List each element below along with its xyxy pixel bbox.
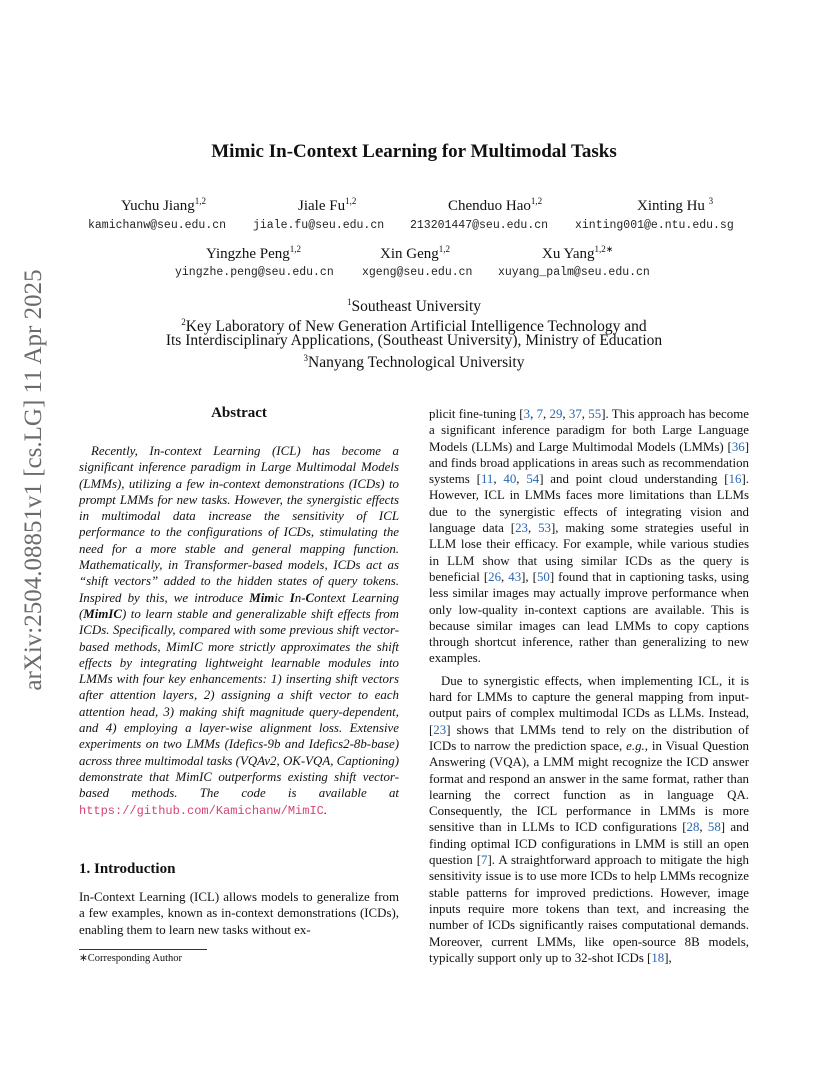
citation-link[interactable]: 23 [515,521,528,536]
affiliation: $^1$Southeast University [346,297,482,315]
footnote: ∗Corresponding Author [79,953,183,964]
arxiv-identifier: arXiv:2504.08851v1 [cs.LG] 11 Apr 2025 [20,269,47,691]
author-email: xuyang_palm@seu.edu.cn [498,266,650,279]
citation-link[interactable]: 37 [568,407,582,421]
citation-link[interactable]: 54 [526,472,540,487]
author-email: xinting001@e.ntu.edu.sg [575,219,734,232]
body-paragraph: plicit fine-tuning [3, 7, 29, 37, 55]. This approach has become a significant inference paradigm for both Large Language Models (LLMs) and Large Multimodal Models (LMMs) [36] and finds broad applications in areas such as recommendation systems [11, 40, 54] and point cloud understanding [16]. However, ICL in LMMs faces more limitations than LLMs due to the synergistic effects of integrating vision and language data [23, 53], making some strategies useful in LLM lose their efficacy. For example, while various studies in LLM show that using similar ICDs as the query is beneficial [26, 43], [50] found that in captioning tasks, using less similar images may actually improve performance when only low-quality in-context captions are available. This is because similar images can lead LMMs to copy captions through shortcut inference, rather than generalizing to new examples. [429,407,750,666]
author-email: xgeng@seu.edu.cn [362,266,473,279]
citation-link[interactable]: 3 [523,407,531,421]
author-email: 213201447@seu.edu.cn [410,219,549,232]
right-column [429,406,749,966]
body-paragraph: Due to synergistic effects, when implementing ICL, it is hard for LMMs to capture the general mapping from input-output pairs of complex multimodal ICDs as LLMs. Instead, [23] shows that LMMs tend to rely on the distribution of ICDs to narrow the prediction space, e.g., in Visual Question Answering (VQA), a LMM might recognize the ICD answer format and respond an answer in the same format, rather than learning the correct function as in language QA. Consequently, the ICL performance in LMMs is more sensitive than in LLMs to ICD configurations [28, 58] and finding optimal ICD configurations in LMM is still an open question [7]. A straightforward approach to mitigate the high sensitivity issue is to use more ICDs to help LMMs recognize stable patterns for improved predictions. However, image inputs require more tokens than text, and increasing the number of ICDs significantly raises computational demands. Moreover, current LMMs, like open-source 8B models, typically support only up to 32-shot ICDs [18], [429,673,749,965]
citation-link[interactable]: 53 [538,521,551,536]
affiliation: $^2$Key Laboratory of New Generation Artificial Intelligence Technology and [181,317,647,335]
citation-link[interactable]: 55 [588,407,602,421]
affiliation: $^3$Nanyang Technological University [303,353,525,371]
citation-link[interactable]: 23 [433,722,447,737]
citation-link[interactable]: 40 [503,472,517,487]
author-name: Yuchu Jiang$^{1,2}$ [121,196,206,214]
citation-link[interactable]: 58 [707,820,721,835]
intro-paragraph: In-Context Learning (ICL) allows models to generalize from a few examples, known as in-context demonstrations (ICDs), enabling them to learn new tasks without ex- [79,890,399,937]
paper-title: Mimic In-Context Learning for Multimodal Tasks [211,141,617,162]
author-email: jiale.fu@seu.edu.cn [253,219,385,232]
author-name: Xinting Hu $^3$ [637,196,714,214]
author-name: Xin Geng$^{1,2}$ [380,244,450,262]
citation-link[interactable]: 11 [480,472,494,487]
author-name: Yingzhe Peng$^{1,2}$ [206,244,301,262]
citation-link[interactable]: 16 [728,472,742,487]
citation-link[interactable]: 36 [731,439,745,454]
abstract-body: Recently, In-context Learning (ICL) has become a significant inference paradigm in Large Multimodal Models (LMMs), utilizing a few in-context demonstrations (ICDs) to prompt LMMs for new tasks. However, the synergistic effects in multimodal data increase the sensitivity of ICL performance to the configurations of ICDs, stimulating the need for a more stable and general mapping function. Mathematically, in Transformer-based models, ICDs act as “shift vectors” added to the hidden states of query tokens. Inspired by this, we introduce Mimic In-Context Learning (MimIC) to learn stable and generalizable shift effects from ICDs. Specifically, compared with some previous shift vector-based methods, MimIC more strictly approximates the shift effects by integrating lightweight learnable modules into LMMs with four key enhancements: 1) inserting shift vectors after attention layers, 2) assigning a shift vector to each attention head, 3) making shift magnitude query-dependent, and 4) employing a layer-wise alignment loss. Extensive experiments on two LMMs (Idefics-9b and Idefics2-8b-base) across three multimodal tasks (VQAv2, OK-VQA, Captioning) demonstrate that MimIC outperforms existing shift vector-based methods. The code is available at https://github.com/Kamichanw/MimIC. [79,444,399,818]
citation-link[interactable]: 29 [549,407,563,421]
footnote-rule [79,949,207,950]
abstract-heading: Abstract [211,405,267,421]
author-name: Jiale Fu$^{1,2}$ [298,196,357,214]
section-heading: 1. Introduction [79,861,176,877]
citation-link[interactable]: 26 [488,569,502,584]
citation-link[interactable]: 7 [481,853,488,868]
affiliation: Its Interdisciplinary Applications, (Southeast University), Ministry of Education [165,332,663,349]
citation-link[interactable]: 50 [536,569,550,584]
author-name: Chenduo Hao$^{1,2}$ [448,196,543,214]
author-name: Xu Yang$^{1,2∗}$ [542,244,614,262]
citation-link[interactable]: 43 [508,569,522,584]
citation-link[interactable]: 7 [536,407,544,421]
citation-link[interactable]: 28 [686,820,700,835]
author-email: kamichanw@seu.edu.cn [88,219,227,232]
code-link[interactable]: https://github.com/Kamichanw/MimIC [79,803,324,818]
author-email: yingzhe.peng@seu.edu.cn [175,266,334,279]
citation-link[interactable]: 18 [651,950,665,965]
